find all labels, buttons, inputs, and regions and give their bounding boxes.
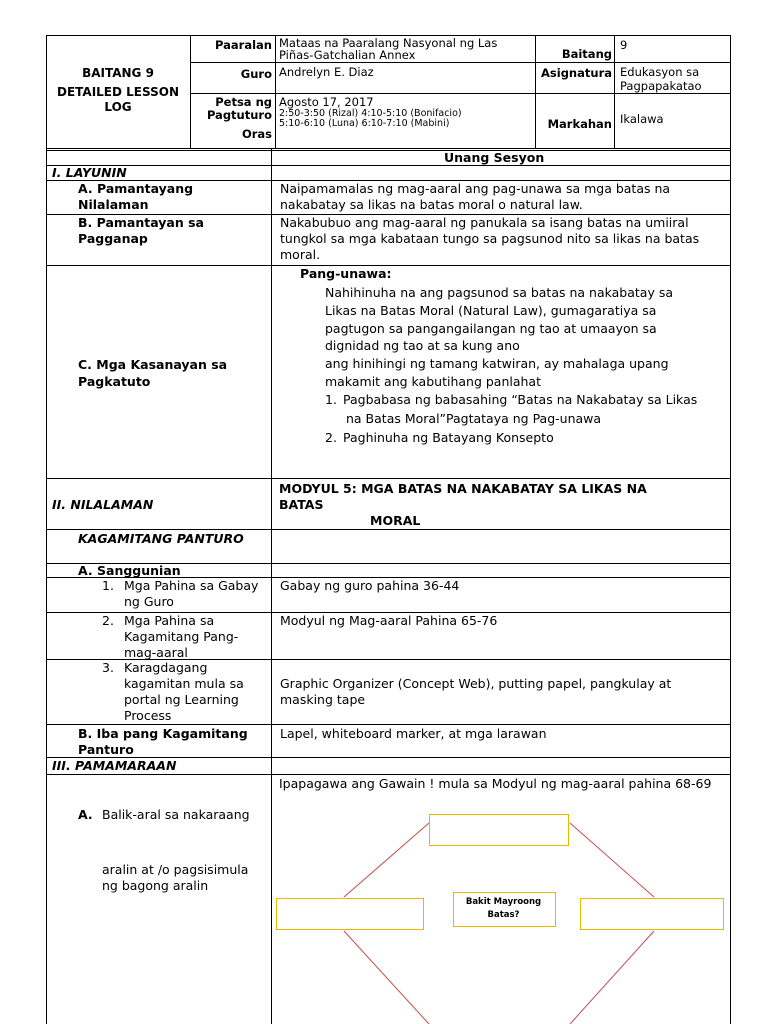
section-layunin: I. LAYUNIN [52, 165, 127, 180]
pamantayan-pagganap-value: Nakabubuo ang mag-aaral ng panukala sa isang batas na umiiral tungkol sa mga kabataan tungo sa pagsunod nito sa likas na batas moral. [280, 215, 700, 262]
rule [46, 478, 731, 479]
markahan-value: Ikalawa [620, 112, 664, 126]
s3-num: 3. [102, 660, 114, 675]
rule [275, 35, 276, 148]
session-title: Unang Sesyon [444, 150, 545, 165]
section-pamamaraan: III. PAMAMARAAN [52, 758, 177, 773]
s3-value: Graphic Organizer (Concept Web), putting papel, pangkulay at masking tape [280, 676, 672, 707]
concept-center-line-1: Bakit Mayroong [465, 897, 542, 907]
sanggunian-label: A. Sanggunian [78, 563, 181, 578]
modyul-title-3: MORAL [370, 513, 421, 528]
kagamitang-panturo: KAGAMITANG PANTURO [78, 531, 244, 546]
kasanayan-line-1: Nahihinuha na ang pagsunod sa batas na nakabatay sa [325, 285, 673, 300]
kasanayan-line-4: dignidad ng tao at sa kung ano [325, 338, 520, 353]
rule [46, 150, 731, 151]
kasanayan-item2: Paghinuha ng Batayang Konsepto [343, 430, 554, 445]
iba-value: Lapel, whiteboard marker, at mga larawan [280, 726, 547, 741]
concept-box-right [580, 898, 724, 930]
s2-value: Modyul ng Mag-aaral Pahina 65-76 [280, 613, 498, 628]
rule [614, 35, 615, 148]
title-dll: DETAILED LESSON [57, 85, 179, 99]
paaralan-label: Paaralan [215, 38, 272, 52]
modyul-title-2: BATAS [279, 497, 324, 512]
title-grade: BAITANG 9 [82, 66, 154, 80]
pamantayang-nilalaman-value: Naipamamalas ng mag-aaral ang pag-unawa sa mga batas na nakabatay sa likas na batas moral o natural law. [280, 181, 671, 212]
title-log: LOG [104, 100, 132, 114]
baitang-value: 9 [620, 38, 628, 52]
balik-letter: A. [78, 807, 93, 822]
oras-value-1: 2:50-3:50 (Rizal) 4:10-5:10 (Bonifacio) [279, 108, 462, 119]
section-nilalaman: II. NILALAMAN [52, 497, 154, 512]
asignatura-value: Edukasyon sa Pagpapakatao [620, 65, 702, 93]
rule [46, 148, 731, 149]
guro-label: Guro [240, 67, 272, 81]
rule [46, 165, 731, 166]
pamantayang-nilalaman-label: A. Pamantayang Nilalaman [78, 181, 194, 212]
kasanayan-item1-line1: Pagbabasa ng babasahing “Batas na Nakabatay sa Likas [343, 392, 698, 407]
kasanayan-item1-line2: na Batas Moral”Pagtataya ng Pag-unawa [346, 411, 602, 426]
kasanayan-item1-num: 1. [325, 392, 337, 407]
rule [190, 93, 731, 94]
s1-value: Gabay ng guro pahina 36-44 [280, 578, 460, 593]
rule [46, 529, 731, 530]
kasanayan-line-3: pagtugon sa pangangailangan ng tao at umaayon sa [325, 321, 657, 336]
petsa-label-1: Petsa ng [215, 95, 272, 109]
guro-value: Andrelyn E. Diaz [279, 65, 374, 79]
concept-center-line-2: Batas? [487, 910, 520, 920]
modyul-title-1: MODYUL 5: MGA BATAS NA NAKABATAY SA LIKAS NA [279, 481, 647, 496]
balik-line-2: aralin at /o pagsisimula ng bagong aralin [102, 862, 249, 893]
paaralan-value: Mataas na Paaralang Nasyonal ng Las Piñas-Gatchalian Annex [279, 36, 498, 62]
pang-unawa-heading: Pang-unawa: [300, 266, 392, 281]
asignatura-label: Asignatura [541, 66, 612, 80]
s3-label: Karagdagang kagamitan mula sa portal ng Learning Process [124, 660, 244, 723]
concept-box-top [429, 814, 569, 846]
pamantayan-pagganap-label: B. Pamantayan sa Pagganap [78, 215, 204, 246]
s1-num: 1. [102, 578, 114, 593]
concept-box-left [276, 898, 424, 930]
rule [190, 35, 191, 148]
baitang-label: Baitang [561, 47, 612, 61]
rule [535, 35, 536, 148]
petsa-value: Agosto 17, 2017 [279, 95, 374, 109]
markahan-label: Markahan [547, 117, 612, 131]
kasanayan-item2-num: 2. [325, 430, 337, 445]
rule [190, 62, 731, 63]
kasanayan-line-5: ang hinihingi ng tamang katwiran, ay mahalaga upang [325, 356, 669, 371]
oras-label: Oras [241, 127, 272, 141]
iba-label: B. Iba pang Kagamitang Panturo [78, 726, 248, 757]
rule [46, 724, 731, 725]
kasanayan-line-2: Likas na Batas Moral (Natural Law), gumagaratiya sa [325, 303, 657, 318]
kasanayan-line-6: makamit ang kabutihang panlahat [325, 374, 541, 389]
s2-num: 2. [102, 613, 114, 628]
petsa-label-2: Pagtuturo [206, 108, 272, 122]
s2-label: Mga Pahina sa Kagamitang Pang-mag-aaral [124, 613, 239, 660]
gawain-instruction: Ipapagawa ang Gawain ! mula sa Modyul ng mag-aaral pahina 68-69 [279, 776, 712, 791]
s1-label: Mga Pahina sa Gabay ng Guro [124, 578, 259, 609]
kasanayan-label: C. Mga Kasanayan sa Pagkatuto [78, 357, 228, 389]
balik-line-1: Balik-aral sa nakaraang [102, 807, 250, 822]
oras-value-2: 5:10-6:10 (Luna) 6:10-7:10 (Mabini) [279, 118, 450, 129]
